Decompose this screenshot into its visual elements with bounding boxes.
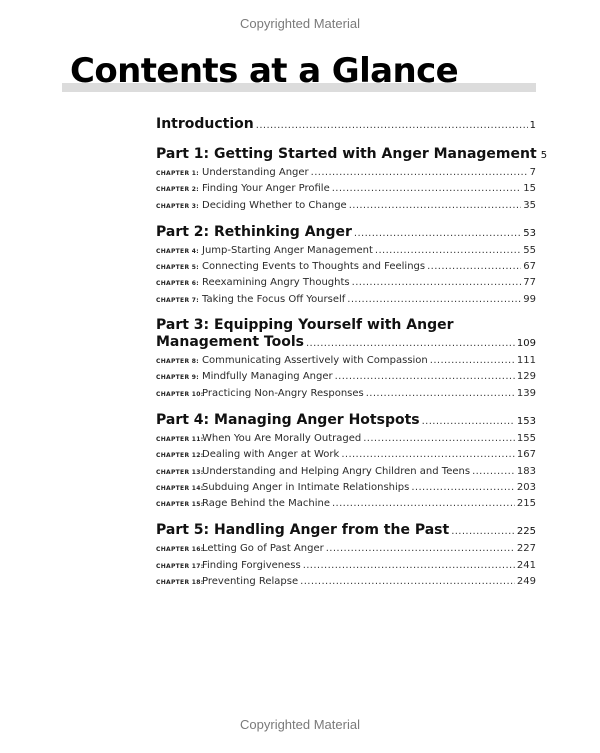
dot-leader	[311, 165, 528, 180]
chapter-tag: CHAPTER 6:	[156, 280, 199, 288]
page-number: 67	[523, 261, 536, 273]
toc-chapter-10[interactable]	[156, 386, 536, 402]
chapter-title: Understanding and Helping Angry Children and Teens	[202, 465, 471, 477]
chapter-title: Letting Go of Past Anger	[202, 543, 324, 555]
chapter-tag: CHAPTER 13:	[156, 468, 204, 476]
dot-leader	[347, 292, 521, 307]
chapter-title: Dealing with Anger at Work	[202, 449, 340, 461]
part-label: Part 4: Managing Anger Hotspots	[156, 411, 420, 428]
entry-label: Introduction	[156, 116, 254, 132]
toc-part-1[interactable]	[156, 145, 548, 165]
dot-leader	[326, 541, 515, 556]
chapter-tag: CHAPTER 16:	[156, 546, 204, 554]
dot-leader	[332, 181, 522, 196]
toc-chapter-15[interactable]	[156, 496, 536, 512]
page-number: 7	[529, 167, 536, 178]
chapter-tag: CHAPTER 8:	[156, 358, 199, 366]
chapter-title: Finding Your Anger Profile	[202, 183, 330, 195]
dot-leader	[341, 447, 515, 462]
dot-leader	[451, 523, 515, 541]
copyright-watermark-bottom: Copyrighted Material	[240, 717, 360, 732]
chapter-tag: CHAPTER 3:	[156, 202, 199, 210]
chapter-tag: CHAPTER 15:	[156, 501, 204, 509]
chapter-title: Connecting Events to Thoughts and Feelings	[202, 261, 426, 273]
chapter-title: Rage Behind the Machine	[202, 498, 330, 510]
chapter-tag: CHAPTER 17:	[156, 562, 204, 570]
toc-chapter-8[interactable]	[156, 353, 536, 369]
chapter-tag: CHAPTER 1:	[156, 170, 199, 177]
page-number: 1	[529, 120, 536, 131]
chapter-title: Reexamining Angry Thoughts	[202, 277, 350, 289]
toc-chapter-12[interactable]	[156, 447, 536, 463]
part-label: Part 1: Getting Started with Anger Management	[156, 146, 537, 162]
part-label: Part 2: Rethinking Anger	[156, 223, 352, 240]
page-number: 109	[516, 338, 536, 350]
toc-chapter-11[interactable]	[156, 431, 536, 447]
dot-leader	[472, 464, 515, 479]
chapter-title: Taking the Focus Off Yourself	[202, 293, 346, 305]
page-number: 35	[523, 199, 536, 211]
chapter-tag: CHAPTER 2:	[156, 186, 199, 194]
page-number: 227	[516, 543, 536, 555]
chapter-title: Deciding Whether to Change	[202, 199, 347, 211]
chapter-title: Preventing Relapse	[202, 576, 299, 588]
page-number: 77	[523, 277, 536, 289]
toc-chapter-4[interactable]	[156, 243, 536, 259]
toc-chapter-17[interactable]	[156, 558, 536, 574]
page-number: 153	[516, 415, 536, 427]
chapter-tag: CHAPTER 10:	[156, 390, 204, 398]
toc-part-4[interactable]	[156, 411, 536, 431]
dot-leader	[352, 275, 522, 290]
table-of-contents	[156, 116, 548, 590]
chapter-tag: CHAPTER 5:	[156, 264, 199, 272]
toc-part-5[interactable]	[156, 521, 536, 541]
chapter-tag: CHAPTER 12:	[156, 452, 204, 460]
toc-part-2[interactable]	[156, 223, 536, 243]
dot-leader	[300, 574, 515, 589]
toc-chapter-9[interactable]	[156, 369, 536, 385]
dot-leader	[430, 353, 515, 368]
chapter-tag: CHAPTER 7:	[156, 296, 199, 304]
dot-leader	[332, 496, 515, 511]
chapter-tag: CHAPTER 9:	[156, 374, 199, 382]
chapter-title: Subduing Anger in Intimate Relationships	[202, 481, 410, 493]
chapter-title: When You Are Morally Outraged	[202, 432, 362, 444]
page-number: 183	[516, 465, 536, 477]
toc-chapter-6[interactable]	[156, 275, 536, 291]
page-heading	[62, 50, 536, 94]
page-number: 249	[516, 576, 536, 588]
chapter-tag: CHAPTER 14:	[156, 484, 204, 492]
page-number: 139	[516, 387, 536, 399]
toc-chapter-1[interactable]	[156, 165, 536, 181]
toc-chapter-18[interactable]	[156, 574, 536, 590]
toc-chapter-14[interactable]	[156, 480, 536, 496]
copyright-watermark-top: Copyrighted Material	[240, 16, 360, 31]
page-title: Contents at a Glance	[70, 51, 459, 91]
dot-leader	[303, 558, 515, 573]
page-number: 53	[523, 227, 536, 239]
chapter-title: Finding Forgiveness	[202, 559, 301, 571]
chapter-title: Understanding Anger	[202, 167, 309, 178]
dot-leader	[335, 369, 515, 384]
page-number: 203	[516, 481, 536, 493]
dot-leader	[366, 386, 515, 401]
page-number: 15	[523, 183, 536, 195]
toc-chapter-7[interactable]	[156, 292, 536, 308]
toc-part-3[interactable]	[156, 317, 536, 353]
dot-leader	[354, 225, 521, 243]
chapter-title: Practicing Non-Angry Responses	[202, 387, 364, 399]
page-number: 167	[516, 449, 536, 461]
page-number: 241	[516, 559, 536, 571]
part-label-line2: Management Tools	[156, 334, 304, 351]
page-number: 111	[516, 355, 536, 367]
dot-leader	[306, 335, 515, 353]
page-number: 215	[516, 498, 536, 510]
dot-leader	[363, 431, 515, 446]
page-number: 99	[523, 293, 536, 305]
dot-leader	[422, 413, 515, 431]
dot-leader	[427, 259, 521, 274]
toc-chapter-5[interactable]	[156, 259, 536, 275]
chapter-title: Communicating Assertively with Compassion	[202, 355, 428, 367]
page-number: 129	[516, 371, 536, 383]
dot-leader	[256, 120, 528, 131]
toc-entry-introduction[interactable]	[156, 116, 536, 136]
page-number: 155	[516, 432, 536, 444]
toc-chapter-3[interactable]	[156, 198, 536, 214]
chapter-tag: CHAPTER 11:	[156, 435, 204, 443]
toc-chapter-13[interactable]	[156, 464, 536, 480]
part-label: Part 5: Handling Anger from the Past	[156, 522, 450, 539]
dot-leader	[411, 480, 515, 495]
page-number: 55	[523, 244, 536, 256]
toc-chapter-2[interactable]	[156, 181, 536, 197]
toc-chapter-16[interactable]	[156, 541, 536, 557]
page-number: 225	[516, 526, 536, 538]
part-label-line1: Part 3: Equipping Yourself with Anger	[156, 317, 454, 334]
chapter-title: Mindfully Managing Anger	[202, 371, 333, 383]
chapter-tag: CHAPTER 18:	[156, 579, 204, 587]
dot-leader	[349, 198, 522, 213]
chapter-title: Jump-Starting Anger Management	[202, 244, 373, 256]
chapter-tag: CHAPTER 4:	[156, 247, 199, 255]
page-number: 5	[540, 150, 548, 161]
dot-leader	[375, 243, 521, 258]
